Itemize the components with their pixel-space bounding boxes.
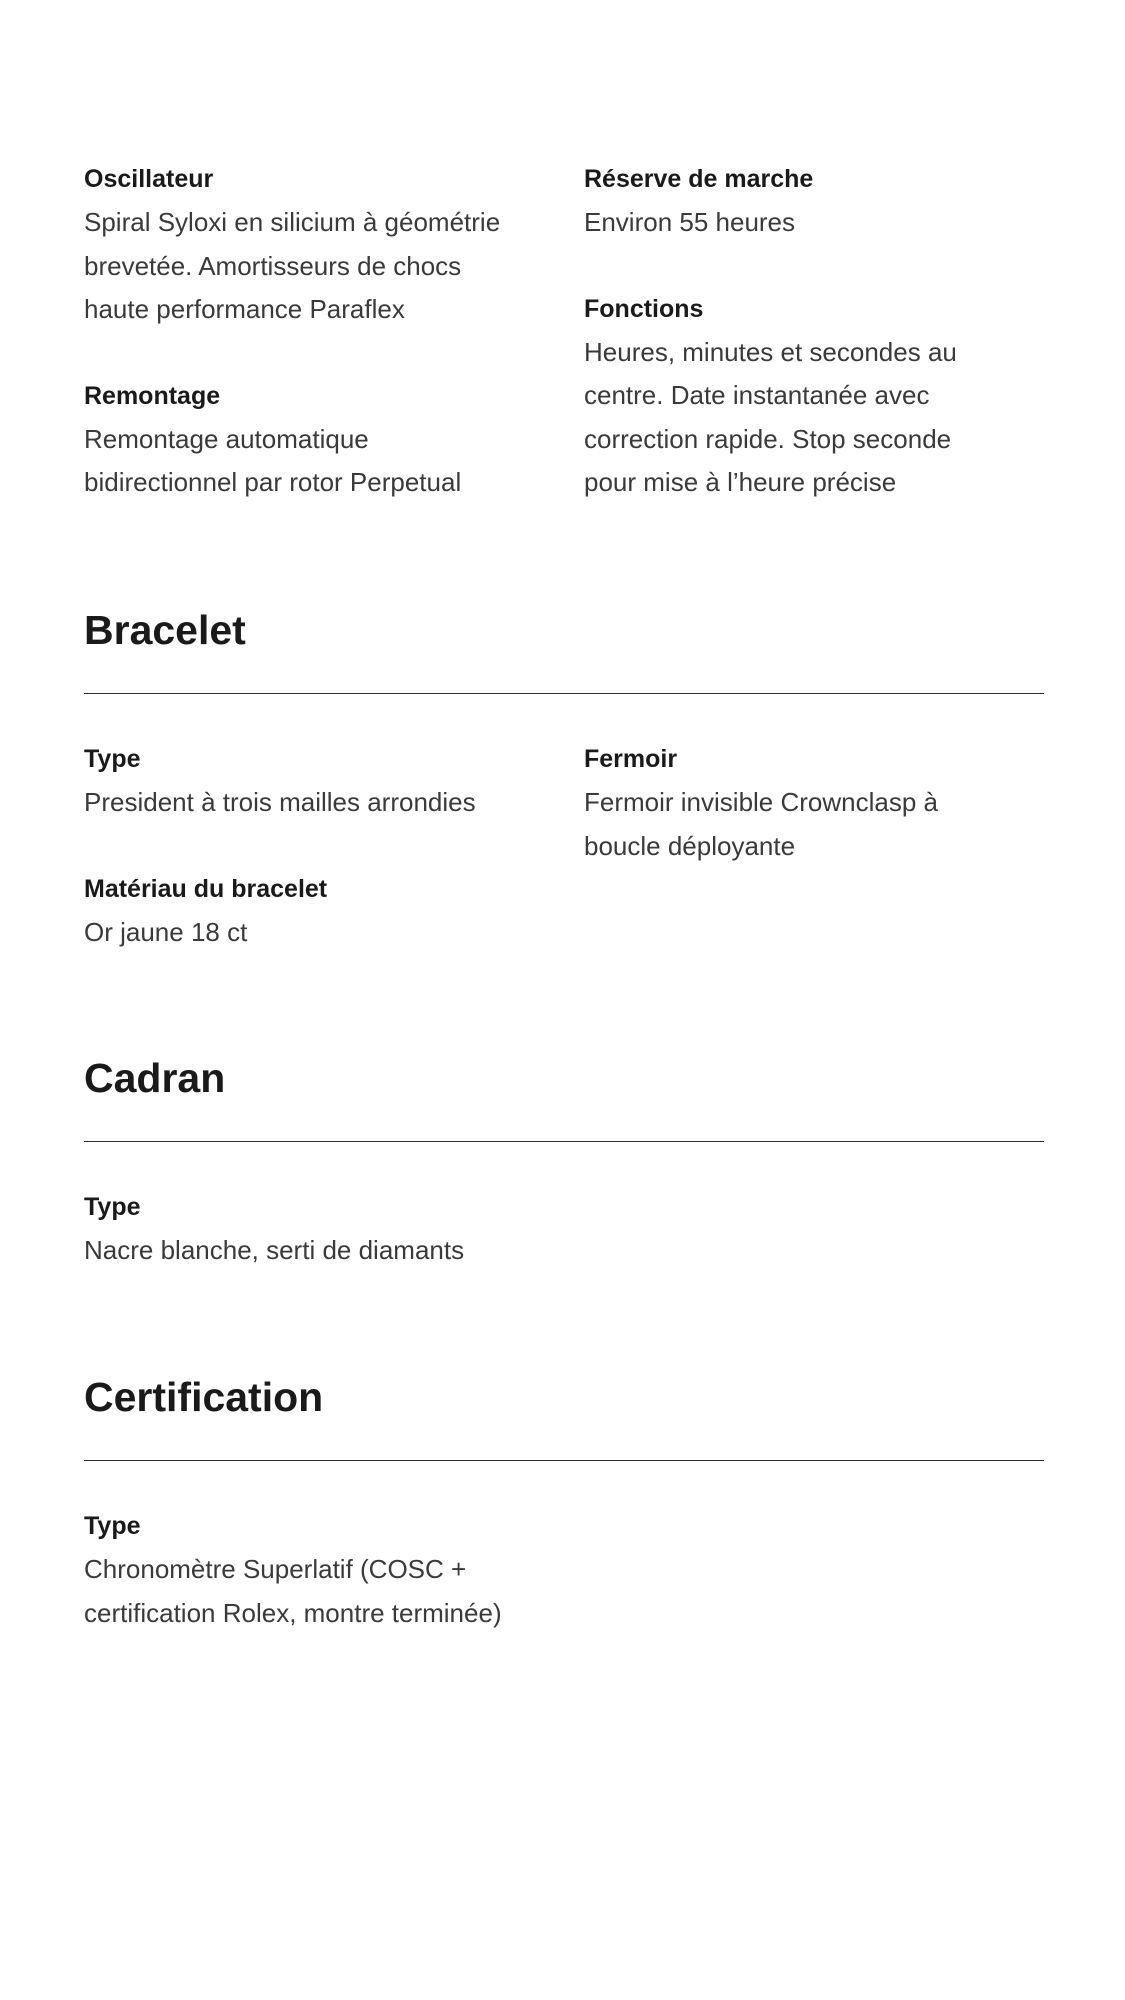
section-divider [84, 1141, 1044, 1142]
section-divider [84, 1460, 1044, 1461]
section-title-certification: Certification [84, 1374, 324, 1420]
spec-value: Spiral Syloxi en silicium à géométrie brevetée. Amortisseurs de chocs haute performance Paraflex [84, 207, 501, 324]
spec-label: Type [84, 745, 141, 773]
spec-value: Remontage automatique bidirectionnel par rotor Perpetual [84, 423, 462, 497]
spec-value: President à trois mailles arrondies [84, 787, 476, 817]
section-divider [84, 693, 1044, 694]
spec-label: Oscillateur [84, 165, 214, 193]
movement-right-column [584, 158, 1024, 548]
spec-value: Heures, minutes et secondes au centre. Date instantanée avec correction rapide. Stop seconde pour mise à l’heure précise [584, 336, 957, 497]
spec-oscillator [84, 158, 524, 332]
spec-value: Chronomètre Superlatif (COSC + certification Rolex, montre terminée) [84, 1554, 502, 1628]
spec-functions [584, 288, 1024, 505]
spec-label: Réserve de marche [584, 165, 814, 193]
movement-left-column [84, 158, 524, 548]
spec-certification-type [84, 1505, 524, 1635]
spec-value: Nacre blanche, serti de diamants [84, 1235, 465, 1265]
spec-bracelet-material [84, 868, 524, 955]
bracelet-right-column [584, 738, 1024, 911]
spec-value: Fermoir invisible Crownclasp à boucle déployante [584, 787, 938, 861]
certification-left-column [84, 1505, 524, 1678]
section-title-dial: Cadran [84, 1055, 226, 1101]
spec-clasp [584, 738, 1024, 868]
dial-left-column [84, 1186, 524, 1316]
spec-dial-type [84, 1186, 524, 1273]
spec-power-reserve [584, 158, 1024, 245]
spec-label: Remontage [84, 381, 221, 410]
spec-value: Environ 55 heures [584, 207, 796, 237]
bracelet-left-column [84, 738, 524, 997]
spec-label: Fermoir [584, 745, 678, 773]
spec-winding [84, 375, 524, 505]
spec-value: Or jaune 18 ct [84, 916, 248, 947]
spec-label: Matériau du bracelet [84, 874, 328, 903]
spec-bracelet-type [84, 738, 524, 825]
spec-label: Fonctions [584, 294, 704, 323]
spec-label: Type [84, 1512, 141, 1540]
spec-label: Type [84, 1193, 141, 1221]
section-title-bracelet: Bracelet [84, 607, 246, 653]
